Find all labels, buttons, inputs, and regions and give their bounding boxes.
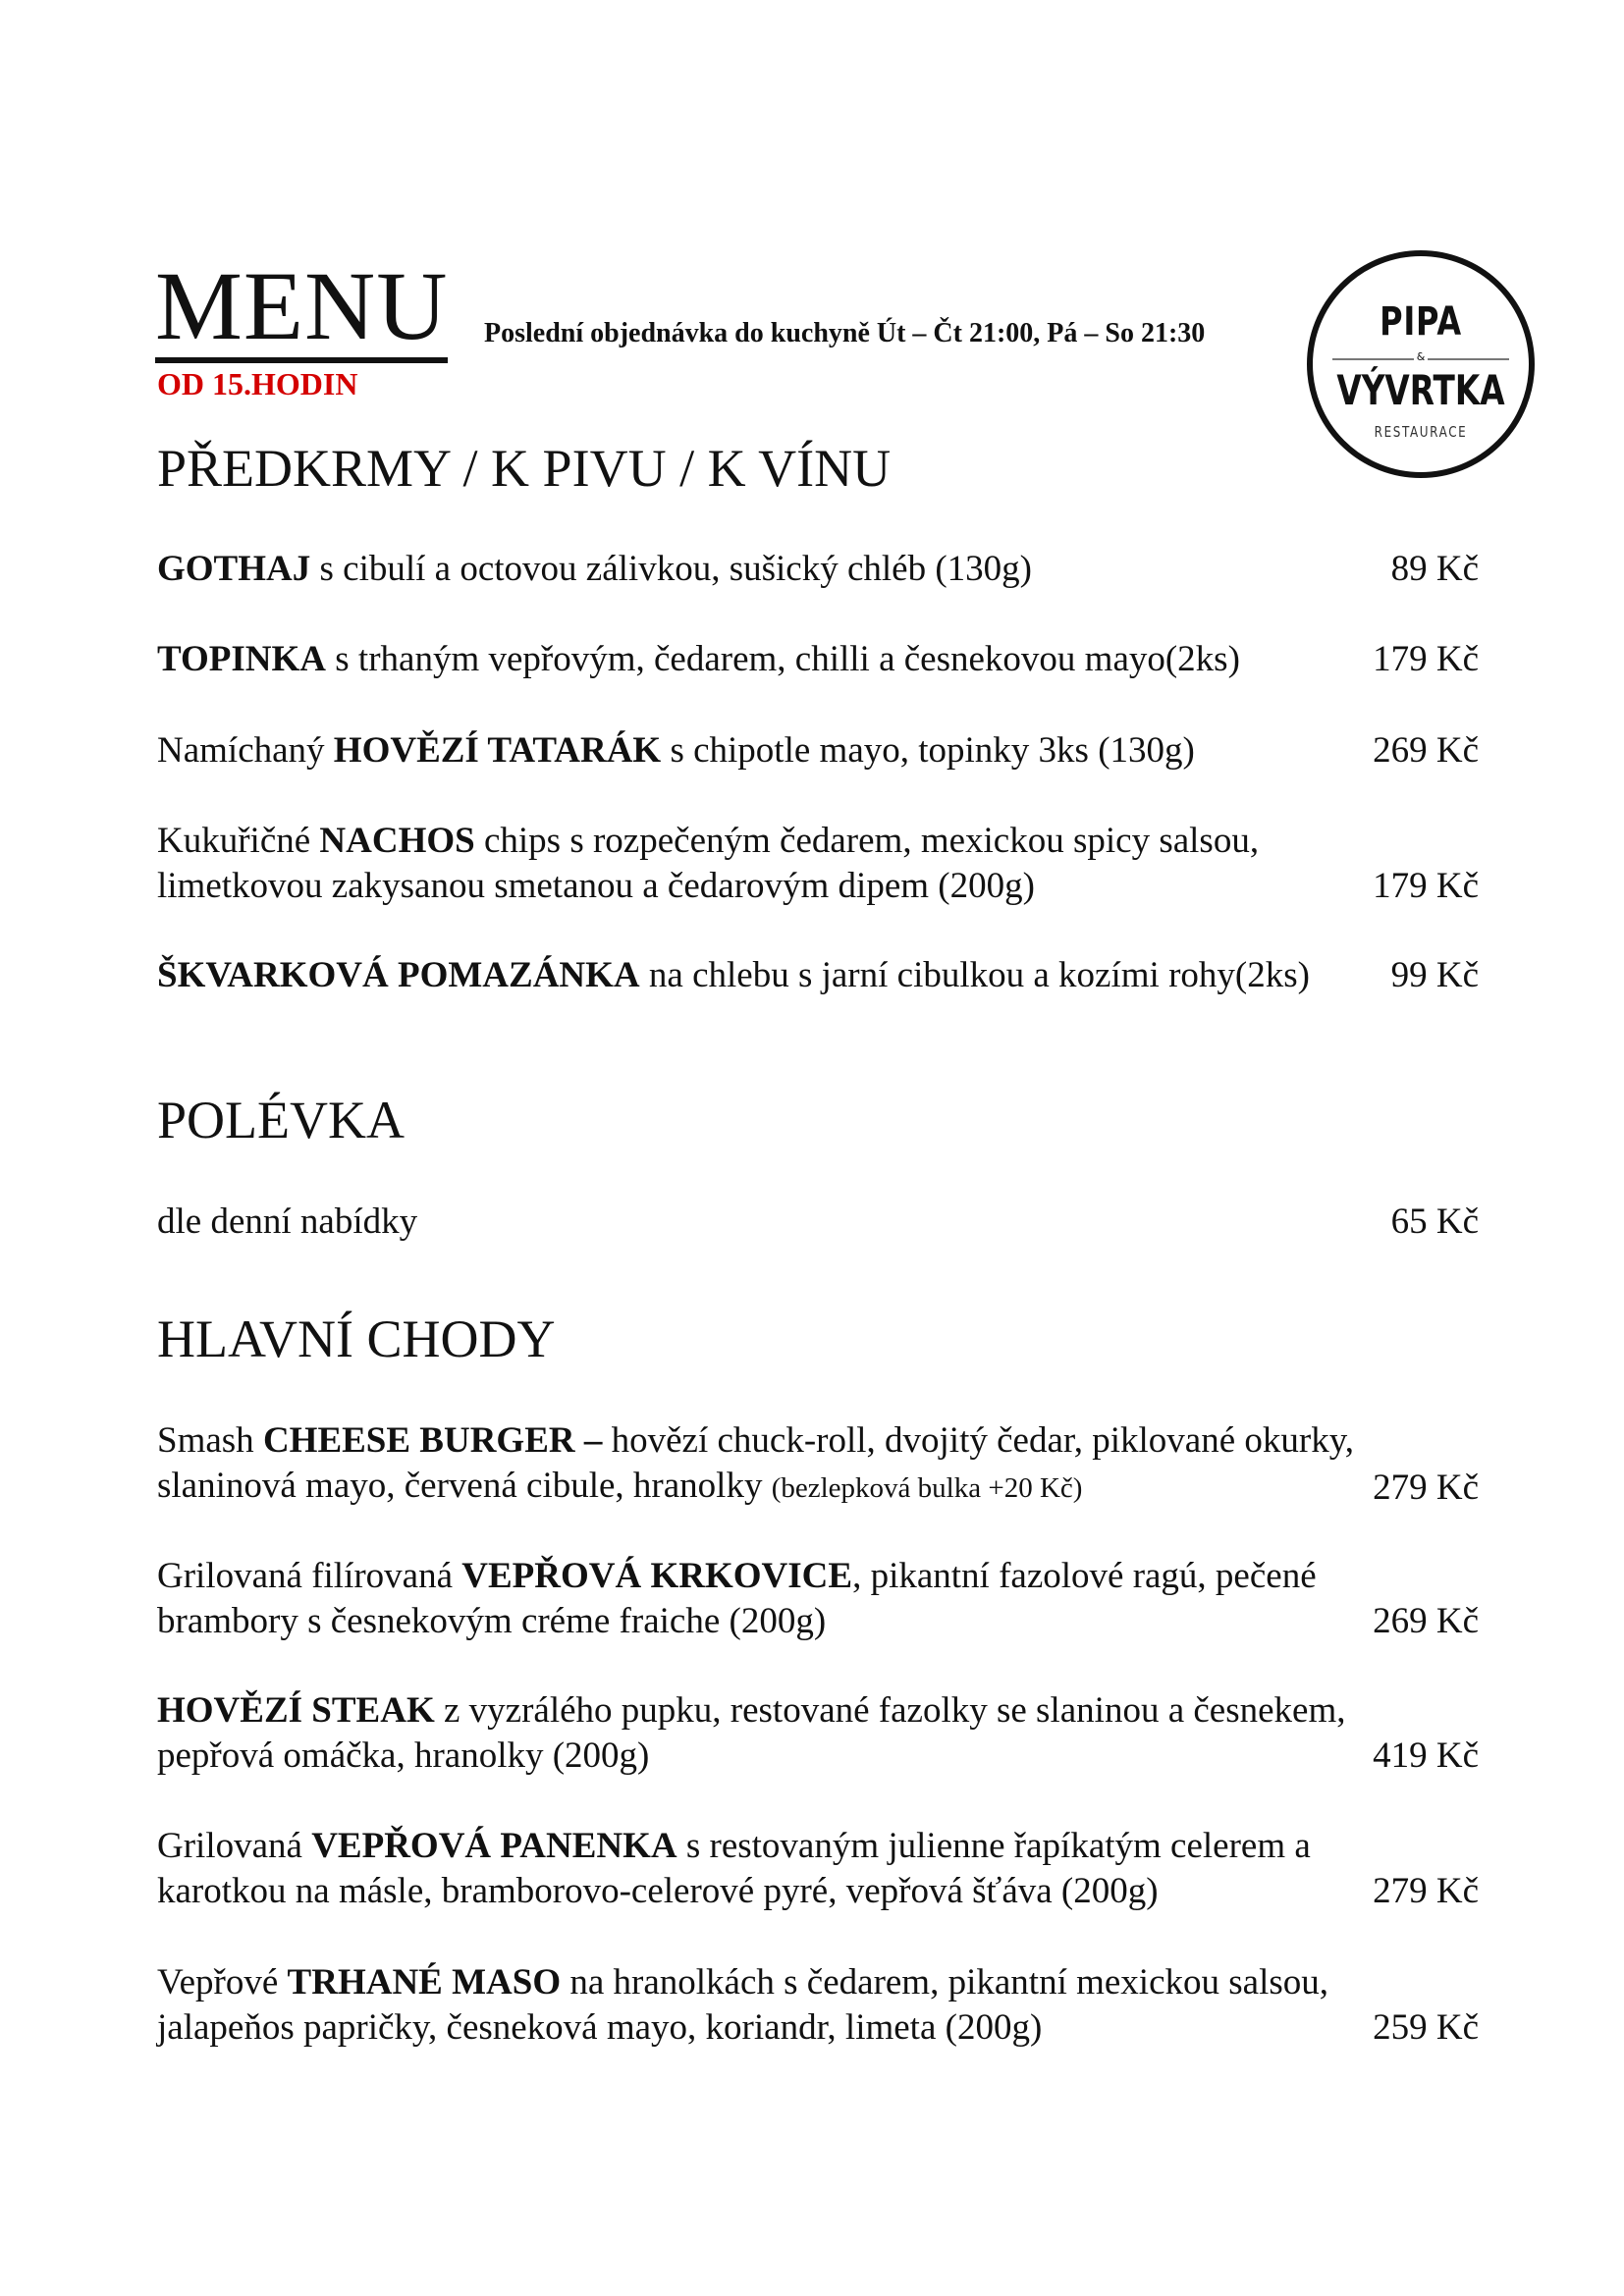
menu-item: [157, 1688, 1479, 1779]
dish-price: 179 Kč: [1373, 866, 1479, 906]
menu-item-line: [157, 1599, 1479, 1644]
logo-line-2: VÝVRTKA: [1336, 366, 1505, 414]
menu-item: [157, 547, 1479, 592]
logo-line-3: RESTAURACE: [1374, 423, 1468, 441]
dish-name: TRHANÉ MASO: [287, 1962, 562, 2002]
dish-description: dle denní nabídky: [157, 1201, 418, 1242]
dish-description: brambory s česnekovým créme fraiche (200g): [157, 1601, 827, 1641]
dish-description: Kukuřičné: [157, 821, 320, 861]
menu-item: [157, 953, 1479, 998]
menu-item: [157, 637, 1479, 682]
menu-item-line: [157, 864, 1479, 909]
dish-price: 279 Kč: [1373, 1871, 1479, 1911]
dish-name: VEPŘOVÁ KRKOVICE: [461, 1556, 853, 1596]
section-heading: HLAVNÍ CHODY: [157, 1309, 556, 1368]
menu-item-line: [157, 2005, 1479, 2051]
menu-item-line: [157, 1418, 1479, 1464]
menu-item-line: [157, 1554, 1479, 1599]
dish-price: 279 Kč: [1373, 1468, 1479, 1508]
menu-item: [157, 1200, 1479, 1245]
dish-note: (bezlepková bulka +20 Kč): [771, 1472, 1083, 1504]
dish-name: NACHOS: [319, 821, 475, 861]
dish-name: HOVĚZÍ STEAK: [157, 1690, 435, 1731]
dish-description: Vepřové: [157, 1962, 288, 2002]
section-heading: PŘEDKRMY / K PIVU / K VÍNU: [157, 439, 892, 498]
dish-description: limetkovou zakysanou smetanou a čedarovým dipem (200g): [157, 866, 1035, 906]
menu-item: [157, 1418, 1479, 1511]
dish-description: s cibulí a octovou zálivkou, sušický chléb (130g): [310, 549, 1032, 589]
dish-description: , pikantní fazolové ragú, pečené: [852, 1556, 1317, 1596]
dish-price: 419 Kč: [1373, 1735, 1479, 1776]
dish-name: GOTHAJ: [157, 549, 311, 589]
dish-description: Grilovaná filírovaná: [157, 1556, 462, 1596]
menu-item: [157, 728, 1479, 774]
dish-price: 99 Kč: [1390, 955, 1479, 995]
menu-item-line: [157, 728, 1479, 774]
last-order-note: Poslední objednávka do kuchyně Út – Čt 21:00, Pá – So 21:30: [484, 318, 1206, 348]
dish-name: VEPŘOVÁ PANENKA: [311, 1826, 677, 1866]
dish-description: z vyzrálého pupku, restované fazolky se slaninou a česnekem,: [434, 1690, 1346, 1731]
dish-price: 269 Kč: [1373, 730, 1479, 771]
dish-description: s chipotle mayo, topinky 3ks (130g): [661, 730, 1195, 771]
dish-description: pepřová omáčka, hranolky (200g): [157, 1735, 650, 1776]
menu-item-line: [157, 547, 1479, 592]
menu-item: [157, 819, 1479, 909]
menu-item-line: [157, 1824, 1479, 1869]
dish-description: Smash: [157, 1420, 263, 1461]
menu-item-line: [157, 1200, 1479, 1245]
menu-item-line: [157, 1688, 1479, 1734]
menu-item: [157, 1554, 1479, 1644]
section-heading: POLÉVKA: [157, 1091, 405, 1149]
dish-name: ŠKVARKOVÁ POMAZÁNKA: [157, 955, 640, 995]
dish-description: na chlebu s jarní cibulkou a kozími rohy(2ks): [639, 955, 1310, 995]
menu-title: MENU: [155, 257, 448, 363]
menu-item-line: [157, 1734, 1479, 1779]
dish-description: karotkou na másle, bramborovo-celerové pyré, vepřová šťáva (200g): [157, 1871, 1159, 1911]
menu-item-line: [157, 1869, 1479, 1914]
dish-description: s trhaným vepřovým, čedarem, chilli a česnekovou mayo(2ks): [326, 639, 1240, 679]
dish-price: 259 Kč: [1373, 2007, 1479, 2048]
dish-description: hovězí chuck-roll, dvojitý čedar, piklované okurky,: [602, 1420, 1355, 1461]
menu-item-line: [157, 1960, 1479, 2005]
restaurant-logo: [1307, 250, 1535, 478]
dish-name: TOPINKA: [157, 639, 327, 679]
dish-price: 89 Kč: [1390, 549, 1479, 589]
dish-description: slaninová mayo, červená cibule, hranolky: [157, 1466, 772, 1506]
menu-item-line: [157, 637, 1479, 682]
dish-description: s restovaným julienne řapíkatým celerem a: [677, 1826, 1311, 1866]
menu-item-line: [157, 819, 1479, 864]
dish-description: Namíchaný: [157, 730, 334, 771]
logo-ampersand: &: [1414, 350, 1428, 363]
menu-item-line: [157, 1464, 1479, 1511]
logo-line-1: PIPA: [1380, 299, 1462, 345]
dish-price: 179 Kč: [1373, 639, 1479, 679]
dish-description: Grilovaná: [157, 1826, 312, 1866]
menu-item: [157, 1824, 1479, 1914]
menu-item: [157, 1960, 1479, 2051]
dish-description: na hranolkách s čedarem, pikantní mexickou salsou,: [561, 1962, 1329, 2002]
dish-description: chips s rozpečeným čedarem, mexickou spicy salsou,: [474, 821, 1260, 861]
dish-description: jalapeňos papričky, česneková mayo, koriandr, limeta (200g): [157, 2007, 1043, 2048]
opening-time: OD 15.HODIN: [157, 366, 358, 401]
dish-name: HOVĚZÍ TATARÁK: [333, 730, 662, 771]
dish-price: 65 Kč: [1390, 1201, 1479, 1242]
dish-price: 269 Kč: [1373, 1601, 1479, 1641]
menu-item-line: [157, 953, 1479, 998]
dish-name: CHEESE BURGER –: [262, 1420, 603, 1461]
